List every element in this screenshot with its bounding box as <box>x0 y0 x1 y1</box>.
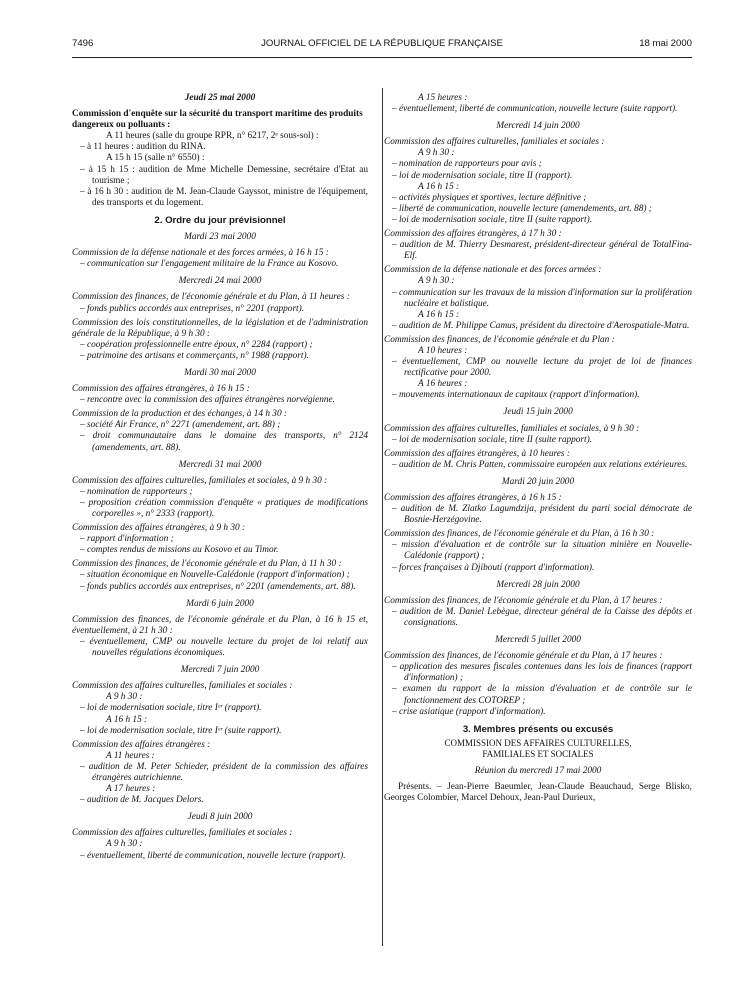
time-slot: A 9 h 30 : <box>106 839 143 850</box>
agenda-item: – rapport d'information ; <box>80 534 174 545</box>
commission-line: Commission des finances, de l'économie générale et du Plan, à 16 h 30 : <box>384 529 655 540</box>
day-heading: Mercredi 24 mai 2000 <box>178 276 262 287</box>
page-number: 7496 <box>72 38 94 49</box>
day-heading: Mardi 6 juin 2000 <box>186 598 254 609</box>
commission-line: Commission de la production et des échanges, à 14 h 30 : <box>72 409 288 420</box>
day-heading: Mardi 30 mai 2000 <box>184 367 256 378</box>
agenda-item: – loi de modernisation sociale, titre Iᵉʳ (suite rapport). <box>80 725 282 736</box>
right-column <box>384 93 692 804</box>
commission-line: Commission des finances, de l'économie générale et du Plan, à 16 h 15 et, éventuellement, à 21 h 30 : <box>72 614 368 636</box>
agenda-item: – à 16 h 30 : audition de M. Jean-Claude Gayssot, ministre de l'équipement, des transports et du logement. <box>80 186 368 208</box>
meeting-heading: Réunion du mercredi 17 mai 2000 <box>474 765 602 776</box>
agenda-item: – mission d'évaluation et de contrôle sur la situation minière en Nouvelle-Calédonie (rapport) ; <box>392 540 692 562</box>
commission-line: Commission des affaires étrangères, à 16 h 15 : <box>72 384 250 395</box>
agenda-item: – à 15 h 15 : audition de Mme Michelle Demessine, secrétaire d'Etat au tourisme ; <box>80 164 368 186</box>
agenda-item: – communication sur l'engagement militaire de la France au Kosovo. <box>80 259 339 270</box>
day-heading: Jeudi 8 juin 2000 <box>187 812 253 823</box>
commission-line: Commission des affaires étrangères, à 17 h 30 : <box>384 229 562 240</box>
commission-line: Commission de la défense nationale et des forces armées : <box>384 265 602 276</box>
agenda-item: – audition de M. Chris Patten, commissaire européen aux relations extérieures. <box>392 459 688 470</box>
day-heading: Mercredi 31 mai 2000 <box>178 459 262 470</box>
agenda-item: – nomination de rapporteurs pour avis ; <box>392 159 542 170</box>
commission-line: Commission des finances, de l'économie générale et du Plan, à 17 heures : <box>384 651 663 662</box>
commission-line: Commission des affaires étrangères, à 9 h 30 : <box>72 523 246 534</box>
time-slot: A 16 h 15 : <box>418 309 460 320</box>
day-heading: Mercredi 7 juin 2000 <box>180 665 260 676</box>
page-header <box>72 38 692 54</box>
agenda-item: – éventuellement, CMP ou nouvelle lecture du projet de loi de finances rectificative pour 2000. <box>392 357 692 379</box>
agenda-item: – patrimoine des artisans et commerçants, n° 1988 (rapport). <box>80 350 309 361</box>
commission-line: Commission des affaires culturelles, familiales et sociales : <box>72 828 293 839</box>
commission-name: FAMILIALES ET SOCIALES <box>482 748 594 759</box>
agenda-item: – loi de modernisation sociale, titre II (suite rapport). <box>392 434 593 445</box>
agenda-item: – communication sur les travaux de la mission d'information sur la prolifération nucléaire et balistique. <box>392 287 692 309</box>
commission-line: Commission des finances, de l'économie générale et du Plan : <box>384 334 615 345</box>
section-title: 2. Ordre du jour prévisionnel <box>154 214 286 226</box>
agenda-item: – loi de modernisation sociale, titre Iᵉʳ (rapport). <box>80 703 262 714</box>
agenda-item: – éventuellement, CMP ou nouvelle lecture du projet de loi relatif aux nouvelles régulations économiques. <box>80 636 368 659</box>
agenda-item: – mouvements internationaux de capitaux (rapport d'information). <box>392 390 640 401</box>
agenda-item: – droit communautaire dans le domaine des transports, n° 2124 (amendements, art. 88). <box>80 431 368 453</box>
header-rule <box>72 57 692 58</box>
agenda-item: – audition de M. Daniel Lebègue, directeur général de la Caisse des dépôts et consignations. <box>392 606 692 628</box>
section-title: 3. Membres présents ou excusés <box>462 723 614 735</box>
agenda-item: – société Air France, n° 2271 (amendement, art. 88) ; <box>80 420 281 431</box>
commission-line: Commission des affaires étrangères, à 10 heures : <box>384 448 570 459</box>
agenda-item: – à 11 heures : audition du RINA. <box>80 142 206 153</box>
day-heading: Mercredi 5 juillet 2000 <box>495 635 581 646</box>
commission-line: Commission des affaires étrangères, à 16 h 15 : <box>384 493 562 503</box>
issue-date: 18 mai 2000 <box>639 38 692 49</box>
agenda-item: – forces françaises à Djibouti (rapport d'information). <box>392 562 595 573</box>
agenda-item: – coopération professionnelle entre époux, n° 2284 (rapport) ; <box>80 339 313 350</box>
commission-line: Commission des affaires culturelles, familiales et sociales, à 9 h 30 : <box>72 475 328 486</box>
time-slot: A 15 h 15 (salle n° 6550) : <box>106 153 205 164</box>
time-slot: A 15 heures : <box>418 93 468 103</box>
day-heading: Jeudi 25 mai 2000 <box>184 93 256 103</box>
agenda-item: – audition de M. Thierry Desmarest, président-directeur général de TotalFina-Elf. <box>392 240 692 262</box>
agenda-item: – examen du rapport de la mission d'évaluation et de contrôle sur le fonctionnement des COTOREP ; <box>392 684 692 706</box>
agenda-item: – audition de M. Peter Schieder, président de la commission des affaires étrangères autrichienne. <box>80 761 368 783</box>
commission-name: COMMISSION DES AFFAIRES CULTURELLES, <box>444 737 632 748</box>
day-heading: Mercredi 14 juin 2000 <box>496 121 580 132</box>
commission-line: Commission des finances, de l'économie générale et du Plan, à 17 heures : <box>384 595 663 606</box>
time-slot: A 16 heures : <box>418 379 468 390</box>
agenda-item: – comptes rendus de missions au Kosovo et au Timor. <box>80 545 279 556</box>
commission-line: Commission des finances, de l'économie générale et du Plan, à 11 heures : <box>72 292 350 303</box>
agenda-item: – crise asiatique (rapport d'information). <box>392 706 546 717</box>
commission-title: Commission d'enquête sur la sécurité du transport maritime des produits dangereux ou polluants : <box>72 109 363 131</box>
column-divider <box>382 88 383 946</box>
agenda-item: – loi de modernisation sociale, titre II (rapport). <box>392 170 573 181</box>
time-slot: A 11 heures (salle du groupe RPR, n° 6217, 2ᵉ sous-sol) : <box>106 131 319 142</box>
agenda-item: – liberté de communication, nouvelle lecture (amendements, art. 88) ; <box>392 203 652 214</box>
time-slot: A 11 heures : <box>106 750 155 761</box>
commission-line: Commission des lois constitutionnelles, de la législation et de l'administration générale de la République, à 9 h 30 : <box>72 317 368 339</box>
agenda-item: – audition de M. Zlatko Lagumdzija, président du parti social démocrate de Bosnie-Herzégovine. <box>392 504 692 526</box>
agenda-item: – proposition création commission d'enquête « pratiques de modifications corporelles », n° 2333 (rapport). <box>80 497 368 519</box>
agenda-item: – rencontre avec la commission des affaires étrangères norvégienne. <box>80 395 336 406</box>
time-slot: A 9 h 30 : <box>418 148 455 159</box>
commission-line: Commission des affaires culturelles, familiales et sociales, à 9 h 30 : <box>384 423 640 434</box>
agenda-item: – éventuellement, liberté de communication, nouvelle lecture (suite rapport). <box>392 104 678 115</box>
commission-line: Commission des affaires étrangères : <box>72 739 211 750</box>
agenda-item: – audition de M. Jacques Delors. <box>80 795 204 806</box>
time-slot: A 9 h 30 : <box>106 692 143 703</box>
agenda-item: – audition de M. Philippe Camus, président du directoire d'Aerospatiale-Matra. <box>392 320 690 331</box>
day-heading: Jeudi 15 juin 2000 <box>503 407 573 418</box>
agenda-item: – nomination de rapporteurs ; <box>80 486 193 497</box>
left-column <box>72 93 368 862</box>
agenda-item: – application des mesures fiscales contenues dans les lois de finances (rapport d'information) ; <box>392 662 692 684</box>
agenda-item: – fonds publics accordés aux entreprises, n° 2201 (amendements, art. 88). <box>80 581 356 592</box>
time-slot: A 16 h 15 : <box>418 181 460 192</box>
commission-line: Commission des affaires culturelles, familiales et sociales : <box>72 681 293 692</box>
commission-line: Commission des finances, de l'économie générale et du Plan, à 11 h 30 : <box>72 559 342 570</box>
day-heading: Mardi 20 juin 2000 <box>501 476 575 487</box>
time-slot: A 9 h 30 : <box>418 276 455 287</box>
agenda-item: – fonds publics accordés aux entreprises, n° 2201 (rapport). <box>80 303 305 314</box>
commission-line: Commission des affaires culturelles, familiales et sociales : <box>384 137 605 148</box>
time-slot: A 10 heures : <box>418 345 468 356</box>
agenda-item: – situation économique en Nouvelle-Calédonie (rapport d'information) ; <box>80 570 350 581</box>
agenda-item: – activités physiques et sportives, lecture définitive ; <box>392 192 587 203</box>
time-slot: A 17 heures : <box>106 784 156 795</box>
journal-title: JOURNAL OFFICIEL DE LA RÉPUBLIQUE FRANÇAISE <box>261 38 503 49</box>
attendees-list: Présents. – Jean-Pierre Baeumler, Jean-Claude Beauchaud, Serge Blisko, Georges Colombier, Marcel Dehoux, Jean-Paul Durieux, <box>384 782 692 804</box>
commission-line: Commission de la défense nationale et des forces armées, à 16 h 15 : <box>72 248 329 259</box>
time-slot: A 16 h 15 : <box>106 714 148 725</box>
agenda-item: – éventuellement, liberté de communication, nouvelle lecture (rapport). <box>80 850 346 861</box>
day-heading: Mardi 23 mai 2000 <box>184 232 256 243</box>
agenda-item: – loi de modernisation sociale, titre II (suite rapport). <box>392 214 593 225</box>
day-heading: Mercredi 28 juin 2000 <box>496 579 580 590</box>
